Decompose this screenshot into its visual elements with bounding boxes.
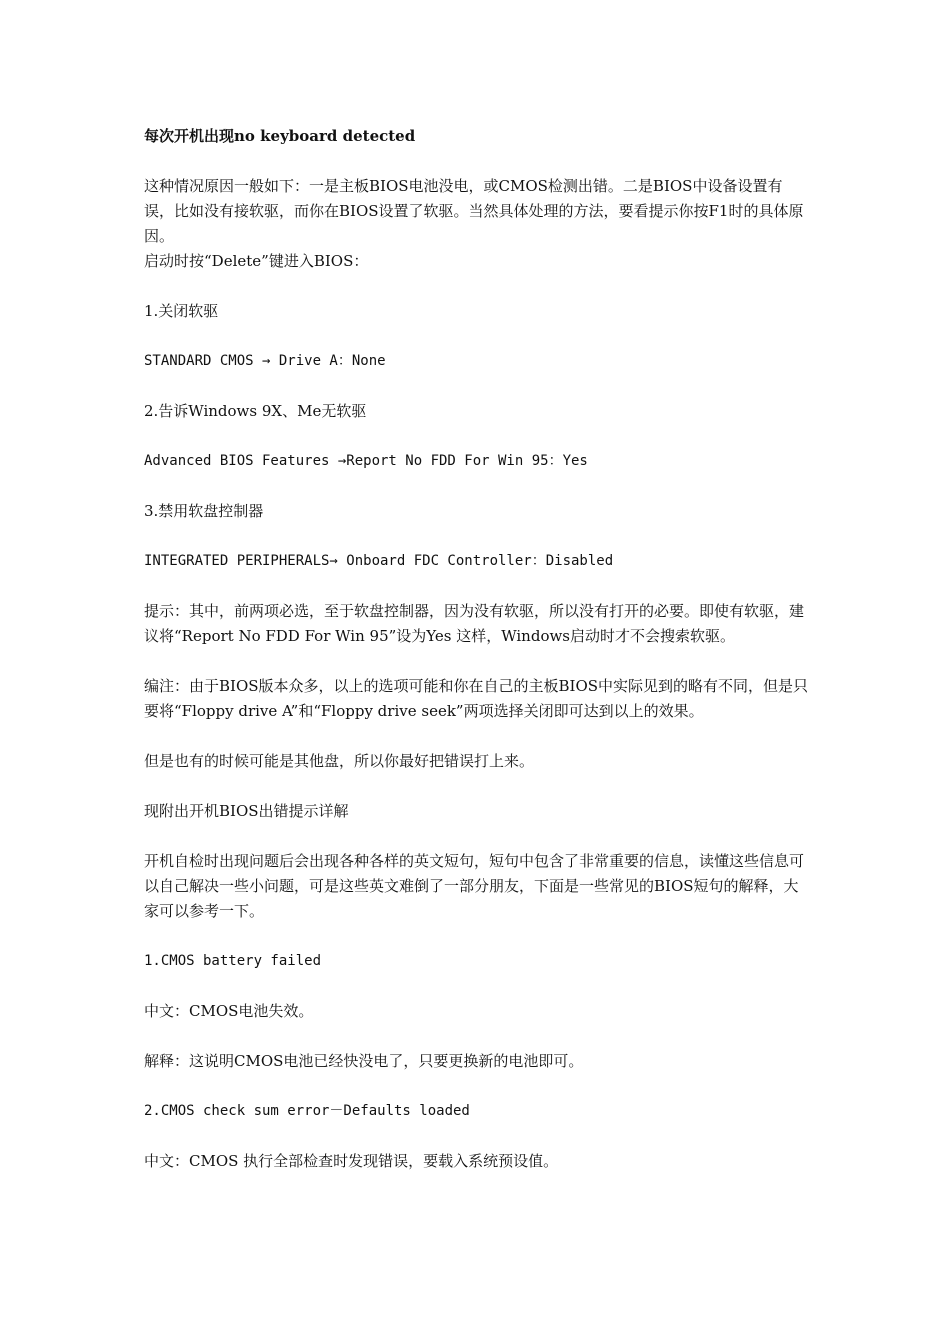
step2-path: Advanced BIOS Features →Report No FDD For Win 95：Yes [144, 453, 588, 469]
error2-chinese: 中文：CMOS 执行全部检查时发现错误，要载入系统预设值。 [144, 1152, 559, 1170]
document-body [144, 124, 810, 1199]
step1-path: STANDARD CMOS → Drive A：None [144, 353, 386, 369]
other-disk-note: 但是也有的时候可能是其他盘，所以你最好把错误打上来。 [144, 752, 535, 770]
error2-title: 2.CMOS check sum error－Defaults loaded [144, 1103, 470, 1119]
appendix-heading: 现附出开机BIOS出错提示详解 [144, 802, 349, 820]
appendix-intro: 开机自检时出现问题后会出现各种各样的英文短句，短句中包含了非常重要的信息，读懂这些信息可以自己解决一些小问题，可是这些英文难倒了一部分朋友，下面是一些常见的BIOS短句的解释，大家可以参考一下。 [144, 852, 805, 920]
error1-title: 1.CMOS battery failed [144, 953, 322, 969]
editor-note: 编注：由于BIOS版本众多，以上的选项可能和你在自己的主板BIOS中实际见到的略有不同，但是只要将“Floppy drive A”和“Floppy drive seek”两项选择关闭即可达到以上的效果。 [144, 677, 809, 720]
step3-heading: 3.禁用软盘控制器 [144, 502, 264, 520]
tip-paragraph: 提示：其中，前两项必选，至于软盘控制器，因为没有软驱，所以没有打开的必要。即使有软驱，建议将“Report No FDD For Win 95”设为Yes 这样，Windows启动时才不会搜索软驱。 [144, 602, 805, 645]
boot-hint: 启动时按“Delete”键进入BIOS： [144, 252, 369, 270]
error1-chinese: 中文：CMOS电池失效。 [144, 1002, 314, 1020]
document-title: 每次开机出现no keyboard detected [144, 127, 416, 145]
step2-heading: 2.告诉Windows 9X、Me无软驱 [144, 402, 367, 420]
error1-explanation: 解释：这说明CMOS电池已经快没电了，只要更换新的电池即可。 [144, 1052, 584, 1070]
step3-path: INTEGRATED PERIPHERALS→ Onboard FDC Controller：Disabled [144, 553, 614, 569]
intro-paragraph: 这种情况原因一般如下：一是主板BIOS电池没电，或CMOS检测出错。二是BIOS中设备设置有误，比如没有接软驱，而你在BIOS设置了软驱。当然具体处理的方法，要看提示你按F1时的具体原因。 [144, 177, 804, 245]
step1-heading: 1.关闭软驱 [144, 302, 219, 320]
